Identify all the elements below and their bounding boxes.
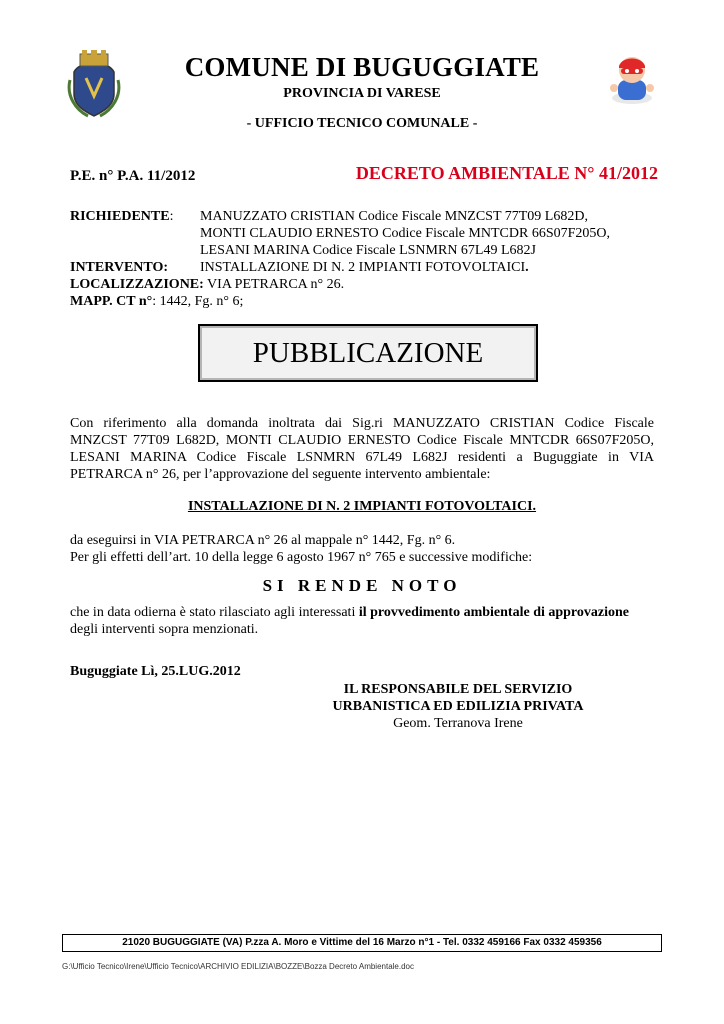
file-path: G:\Ufficio Tecnico\Irene\Ufficio Tecnico\ARCHIVIO EDILIZIA\BOZZE\Bozza Decreto Ambientale.doc [62,962,414,971]
paragraph-line: MNZCST 77T09 L682D, MONTI CLAUDIO ERNESTO Codice Fiscale MNTCDR 66S07F205O, [70,433,654,448]
richiedente-line: MANUZZATO CRISTIAN Codice Fiscale MNZCST 77T09 L682D, [200,209,588,224]
richiedente-line: MONTI CLAUDIO ERNESTO Codice Fiscale MNTCDR 66S07F205O, [200,226,611,241]
outcome-line-2: degli interventi sopra menzionati. [70,622,259,637]
localizzazione: LOCALIZZAZIONE: VIA PETRARCA n° 26. [70,277,345,292]
signer-role-1: IL RESPONSABILE DEL SERVIZIO [343,682,573,697]
paragraph-line: Con riferimento alla domanda inoltrata dai Sig.ri MANUZZATO CRISTIAN Codice Fiscale [70,416,654,431]
province-subtitle: PROVINCIA DI VARESE [283,86,441,101]
footer-address: 21020 BUGUGGIATE (VA) P.zza A. Moro e Vittime del 16 Marzo n°1 - Tel. 0332 459166 Fax 0332 459356 [62,934,662,952]
page-title: COMUNE DI BUGUGGIATE [184,52,540,82]
date-place: Buguggiate Lì, 25.LUG.2012 [70,664,241,679]
mascot-icon [604,52,660,108]
richiedente-value [200,208,610,259]
intervento-value: INSTALLAZIONE DI N. 2 IMPIANTI FOTOVOLTAICI. [200,260,529,275]
publication-banner: PUBBLICAZIONE [198,324,538,382]
paragraph-line: PETRARCA n° 26, per l’approvazione del seguente intervento ambientale: [70,467,491,482]
outcome-line: che in data odierna è stato rilasciato agli interessati il provvedimento ambientale di approvazione [70,605,629,620]
location-line: da eseguirsi in VIA PETRARCA n° 26 al mappale n° 1442, Fg. n° 6. [70,533,456,548]
pe-number: P.E. n° P.A. 11/2012 [70,168,196,184]
office-subtitle: - UFFICIO TECNICO COMUNALE - [246,116,478,131]
paragraph-line: LESANI MARINA Codice Fiscale LSNMRN 67L49 L682J residenti a Buguggiate in VIA [70,450,654,465]
signer-name: Geom. Terranova Irene [393,716,523,731]
law-line: Per gli effetti dell’art. 10 della legge 6 agosto 1967 n° 765 e successive modifiche: [70,550,533,565]
intervention-title: INSTALLAZIONE DI N. 2 IMPIANTI FOTOVOLTAICI. [187,499,537,514]
intro-paragraph [70,415,654,483]
richiedente-label: RICHIEDENTE: [70,209,174,224]
richiedente-line: LESANI MARINA Codice Fiscale LSNMRN 67L49 L682J [200,243,536,258]
signer-role-2: URBANISTICA ED EDILIZIA PRIVATA [332,699,584,714]
decree-number: DECRETO AMBIENTALE N° 41/2012 [355,163,658,183]
notice-heading: SI RENDE NOTO [262,576,462,595]
mappale: MAPP. CT n°: 1442, Fg. n° 6; [70,294,244,309]
intervento-label: INTERVENTO: [70,260,169,275]
